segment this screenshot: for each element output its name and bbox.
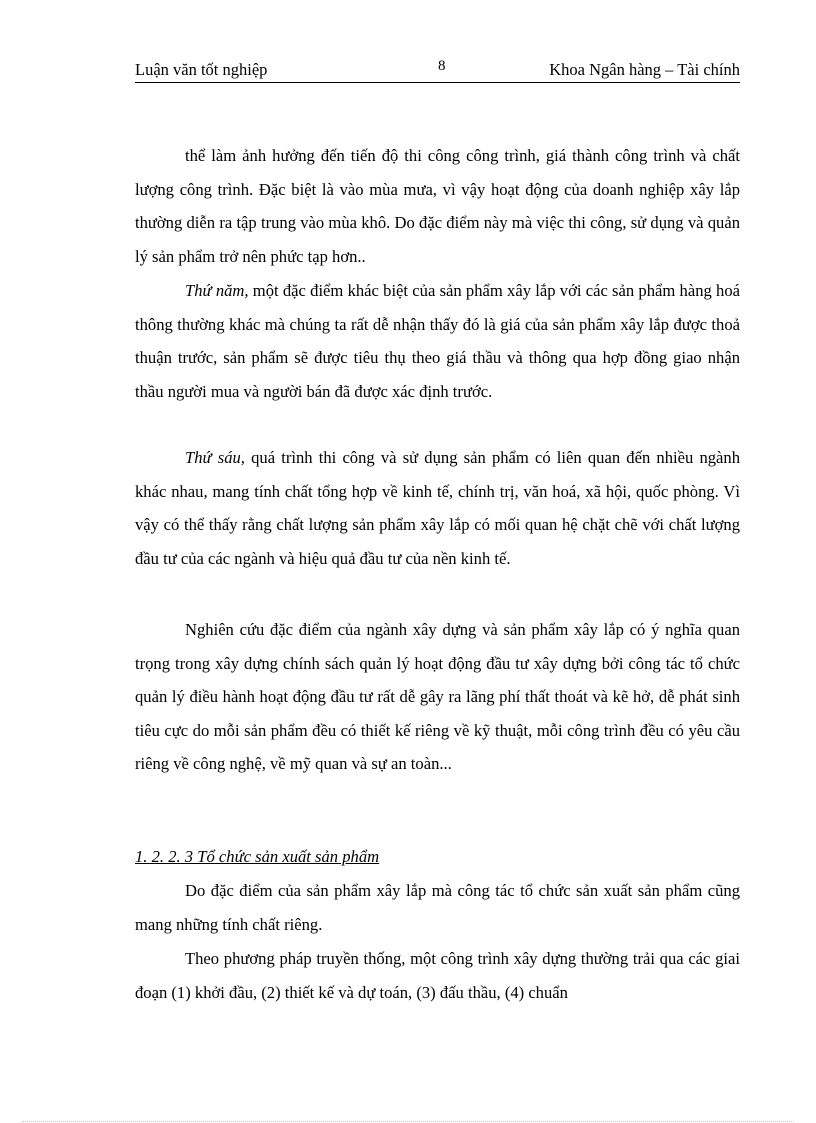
paragraph-6 (135, 942, 740, 1009)
paragraph-4 (135, 613, 740, 781)
paragraph-1-text: thể làm ảnh hưởng đến tiến độ thi công công trình, giá thành công trình và chất lượng công trình. Đặc biệt là vào mùa mưa, vì vậy hoạt động của doanh nghiệp xây lắp thường diễn ra tập trung vào mùa khô. Do đặc điểm này mà việc thi công, sử dụng và quản lý sản phẩm trở nên phức tạp hơn.. (135, 146, 740, 266)
paragraph-5 (135, 874, 740, 941)
paragraph-2-text: một đặc điểm khác biệt của sản phẩm xây lắp với các sản phẩm hàng hoá thông thường khác mà chúng ta rất dễ nhận thấy đó là giá của sản phẩm xây lắp được thoả thuận trước, sản phẩm sẽ được tiêu thụ theo giá thầu và thông qua hợp đồng giao nhận thầu người mua và người bán đã được xác định trước. (135, 281, 741, 401)
paragraph-6-text: Theo phương pháp truyền thống, một công trình xây dựng thường trải qua các giai đoạn (1) khởi đầu, (2) thiết kế và dự toán, (3) đấu thầu, (4) chuẩn (135, 949, 740, 1002)
paragraph-3 (135, 441, 740, 575)
paragraph-2 (135, 274, 740, 408)
paragraph-2-lead: Thứ năm, (185, 281, 249, 300)
header-faculty-label: Khoa Ngân hàng – Tài chính (549, 60, 740, 79)
section-title: 1. 2. 2. 3 Tổ chức sản xuất sản phẩm (135, 847, 380, 866)
paragraph-3-lead: Thứ sáu, (185, 448, 245, 467)
header-thesis-label: Luận văn tốt nghiệp (135, 60, 268, 79)
page-header (135, 58, 740, 83)
paragraph-3-text: quá trình thi công và sử dụng sản phẩm có liên quan đến nhiều ngành khác nhau, mang tính chất tổng hợp về kinh tế, chính trị, văn hoá, xã hội, quốc phòng. Vì vậy có thể thấy rằng chất lượng sản phẩm xây lắp có mối quan hệ chặt chẽ với chất lượng đầu tư của các ngành và hiệu quả đầu tư của nền kinh tế. (135, 448, 740, 568)
paragraph-1 (135, 139, 740, 273)
paragraph-4-text: Nghiên cứu đặc điểm của ngành xây dựng và sản phẩm xây lắp có ý nghĩa quan trọng trong xây dựng chính sách quản lý hoạt động đầu tư xây dựng bởi công tác tổ chức quản lý điều hành hoạt động đầu tư rất dễ gây ra lãng phí thất thoát và kẽ hở, dễ phát sinh tiêu cực do mỗi sản phẩm đều có thiết kế riêng về kỹ thuật, mỗi công trình đều có yêu cầu riêng về công nghệ, về mỹ quan và sự an toàn... (135, 620, 740, 773)
paragraph-5-text: Do đặc điểm của sản phẩm xây lắp mà công tác tổ chức sản xuất sản phẩm cũng mang những tính chất riêng. (135, 881, 740, 934)
page-number: 8 (438, 58, 446, 74)
section-heading (135, 845, 740, 869)
page-bottom-divider (22, 1121, 794, 1122)
